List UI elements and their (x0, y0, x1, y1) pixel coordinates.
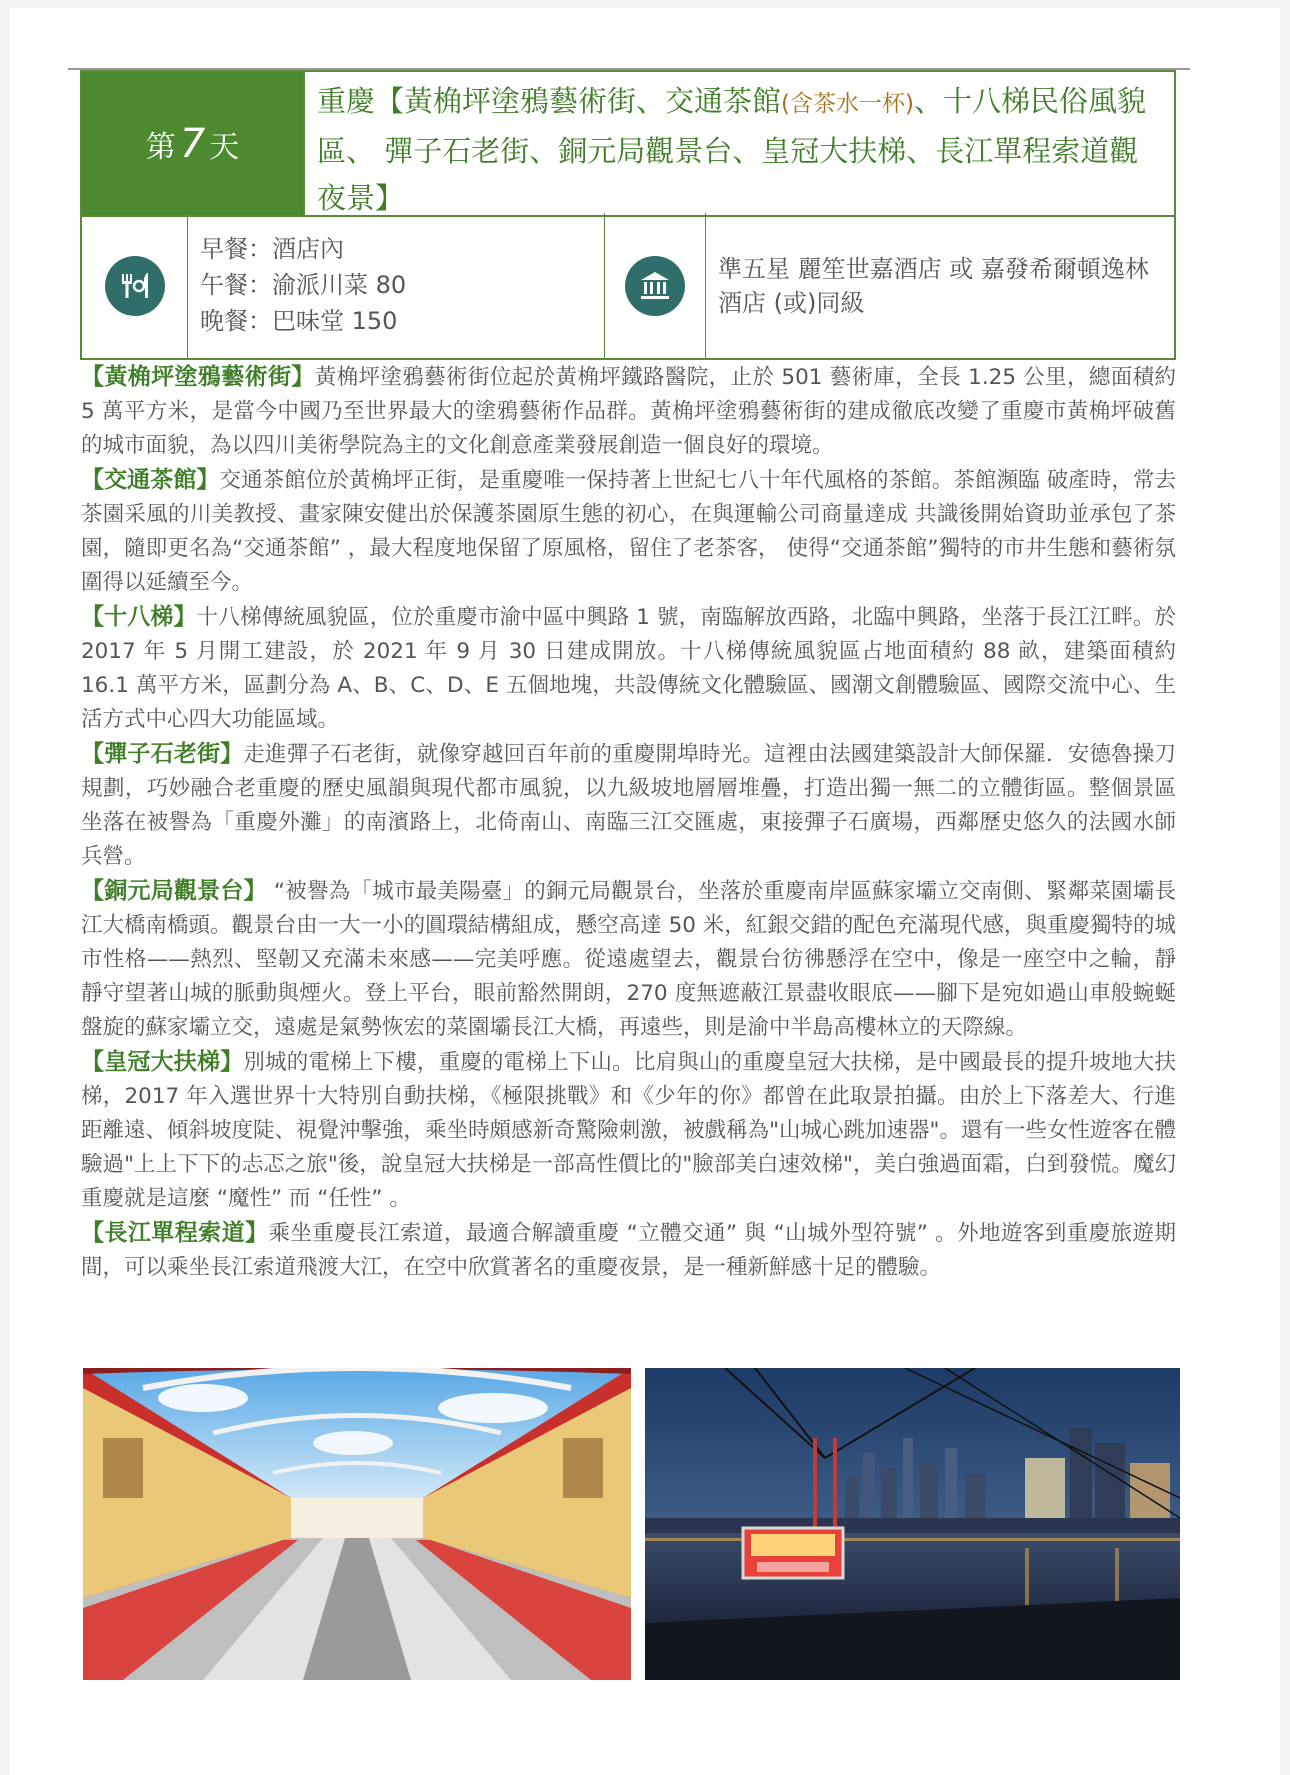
hotel-icon-cell (605, 213, 706, 358)
hotel-icon (625, 256, 685, 316)
breakfast: 早餐：酒店內 (200, 235, 344, 263)
title-part2: 、十八梯民俗風貌區、 彈子石老街、銅元局觀景台、皇冠大扶梯、長江單程索道觀夜景】 (317, 84, 1146, 215)
section-title: 【長江單程索道】 (81, 1220, 269, 1246)
section-text: 乘坐重慶長江索道，最適合解讀重慶 “立體交通” 與 “山城外型符號” 。外地遊客到重慶旅遊期間，可以乘坐長江索道飛渡大江，在空中欣賞著名的重慶夜景，是一種新鮮感十足的體驗。 (81, 1221, 1176, 1280)
section-paragraph (81, 600, 1176, 737)
section-title: 【彈子石老街】 (81, 741, 244, 767)
section-text: 黃桷坪塗鴉藝術街位起於黃桷坪鐵路醫院，止於 501 藝術庫，全長 1.25 公里，總面積約 5 萬平方米，是當今中國乃至世界最大的塗鴉藝術作品群。黃桷坪塗鴉藝術街的建成徹底改變了重慶市黃桷坪破舊的城市面貌，為以四川美術學院為主的文化創意產業發展創造一個良好的環境。 (81, 365, 1177, 458)
meals (188, 213, 605, 358)
section-paragraph (81, 360, 1176, 463)
hotel-text: 準五星 麗笙世嘉酒店 或 嘉發希爾頓逸林酒店 (或)同級 (718, 254, 1149, 317)
section-title: 【皇冠大扶梯】 (81, 1049, 244, 1075)
day-number: 7 (179, 120, 206, 167)
cable-car-photo (645, 1368, 1180, 1680)
section-text: “被譽為「城市最美陽臺」的銅元局觀景台，坐落於重慶南岸區蘇家壩立交南側、緊鄰菜園壩長江大橋南橋頭。觀景台由一大一小的圓環結構組成，懸空高達 50 米，紅銀交錯的配色充滿現代感，與重慶獨特的城市性格——熱烈、堅韌又充滿未來感——完美呼應。從遠處望去，觀景台彷彿懸浮在空中，像是一座空中之輪，靜靜守望著山城的脈動與煙火。登上平台，眼前豁然開朗，270 度無遮蔽江景盡收眼底——腳下是宛如過山車般蜿蜒盤旋的蘇家壩立交，遠處是氣勢恢宏的菜園壩長江大橋，再遠些，則是渝中半島高樓林立的天際線。 (81, 879, 1176, 1040)
section-text: 走進彈子石老街，就像穿越回百年前的重慶開埠時光。這裡由法國建築設計大師保羅．安德魯操刀規劃，巧妙融合老重慶的歷史風韻與現代都市風貌，以九級坡地層層堆疊，打造出獨一無二的立體街區。整個景區坐落在被譽為「重慶外灘」的南濱路上，北倚南山、南臨三江交匯處，東接彈子石廣場，西鄰歷史悠久的法國水師兵營。 (81, 742, 1176, 869)
day-label (82, 72, 303, 215)
dinner: 晚餐：巴味堂 150 (200, 307, 398, 335)
section-title: 【交通茶館】 (81, 467, 220, 493)
meal-icon-cell (82, 213, 188, 358)
day-header (80, 70, 1176, 217)
description (81, 360, 1176, 1285)
section-title: 【黃桷坪塗鴉藝術街】 (81, 364, 315, 390)
itinerary-title (303, 72, 1174, 215)
info-row (80, 213, 1176, 360)
section-title: 【十八梯】 (81, 604, 197, 630)
day-suffix: 天 (209, 129, 240, 165)
section-paragraph (81, 737, 1176, 874)
section-paragraph (81, 1216, 1176, 1285)
section-paragraph (81, 463, 1176, 600)
section-text: 別城的電梯上下樓，重慶的電梯上下山。比肩與山的重慶皇冠大扶梯，是中國最長的提升坡地大扶梯，2017 年入選世界十大特別自動扶梯，《極限挑戰》和《少年的你》都曾在此取景拍攝。由於上下落差大、行進距離遠、傾斜坡度陡、視覺沖擊強，乘坐時頗感新奇驚險刺激，被戲稱為"山城心跳加速器"。還有一些女性遊客在體驗過"上上下下的忐忑之旅"後，說皇冠大扶梯是一部高性價比的"臉部美白速效梯"，美白強過面霜，白到發慌。魔幻重慶就是這麼 “魔性” 而 “任性” 。 (81, 1050, 1176, 1211)
day-prefix: 第 (145, 129, 176, 165)
title-part1: 重慶【黃桷坪塗鴉藝術街、交通茶館 (317, 84, 782, 118)
lunch: 午餐：渝派川菜 80 (200, 271, 407, 299)
section-text: 十八梯傳統風貌區，位於重慶市渝中區中興路 1 號，南臨解放西路，北臨中興路，坐落于長江江畔。於 2017 年 5 月開工建設，於 2021 年 9 月 30 日建成開放。十八梯傳統風貌區占地面積約 88 畝，建築面積約 16.1 萬平方米，區劃分為 A、B、C、D、E 五個地塊，共設傳統文化體驗區、國潮文創體驗區、國際交流中心、生活方式中心四大功能區域。 (81, 605, 1177, 732)
section-paragraph (81, 874, 1176, 1045)
section-text: 交通茶館位於黃桷坪正街，是重慶唯一保持著上世紀七八十年代風格的茶館。茶館瀕臨 破產時，常去茶園采風的川美教授、畫家陳安健出於保護茶園原生態的初心，在與運輸公司商量達成 共識後開始資助並承包了茶園，隨即更名為“交通茶館” ，最大程度地保留了原風格，留住了老茶客， 使得“交通茶館”獨特的市井生態和藝術氛圍得以延續至今。 (81, 468, 1176, 595)
section-title: 【銅元局觀景台】 (81, 878, 267, 904)
section-paragraph (81, 1045, 1176, 1216)
escalator-photo (83, 1368, 631, 1680)
title-note: (含茶水一杯) (781, 91, 914, 117)
meal-icon (105, 256, 165, 316)
